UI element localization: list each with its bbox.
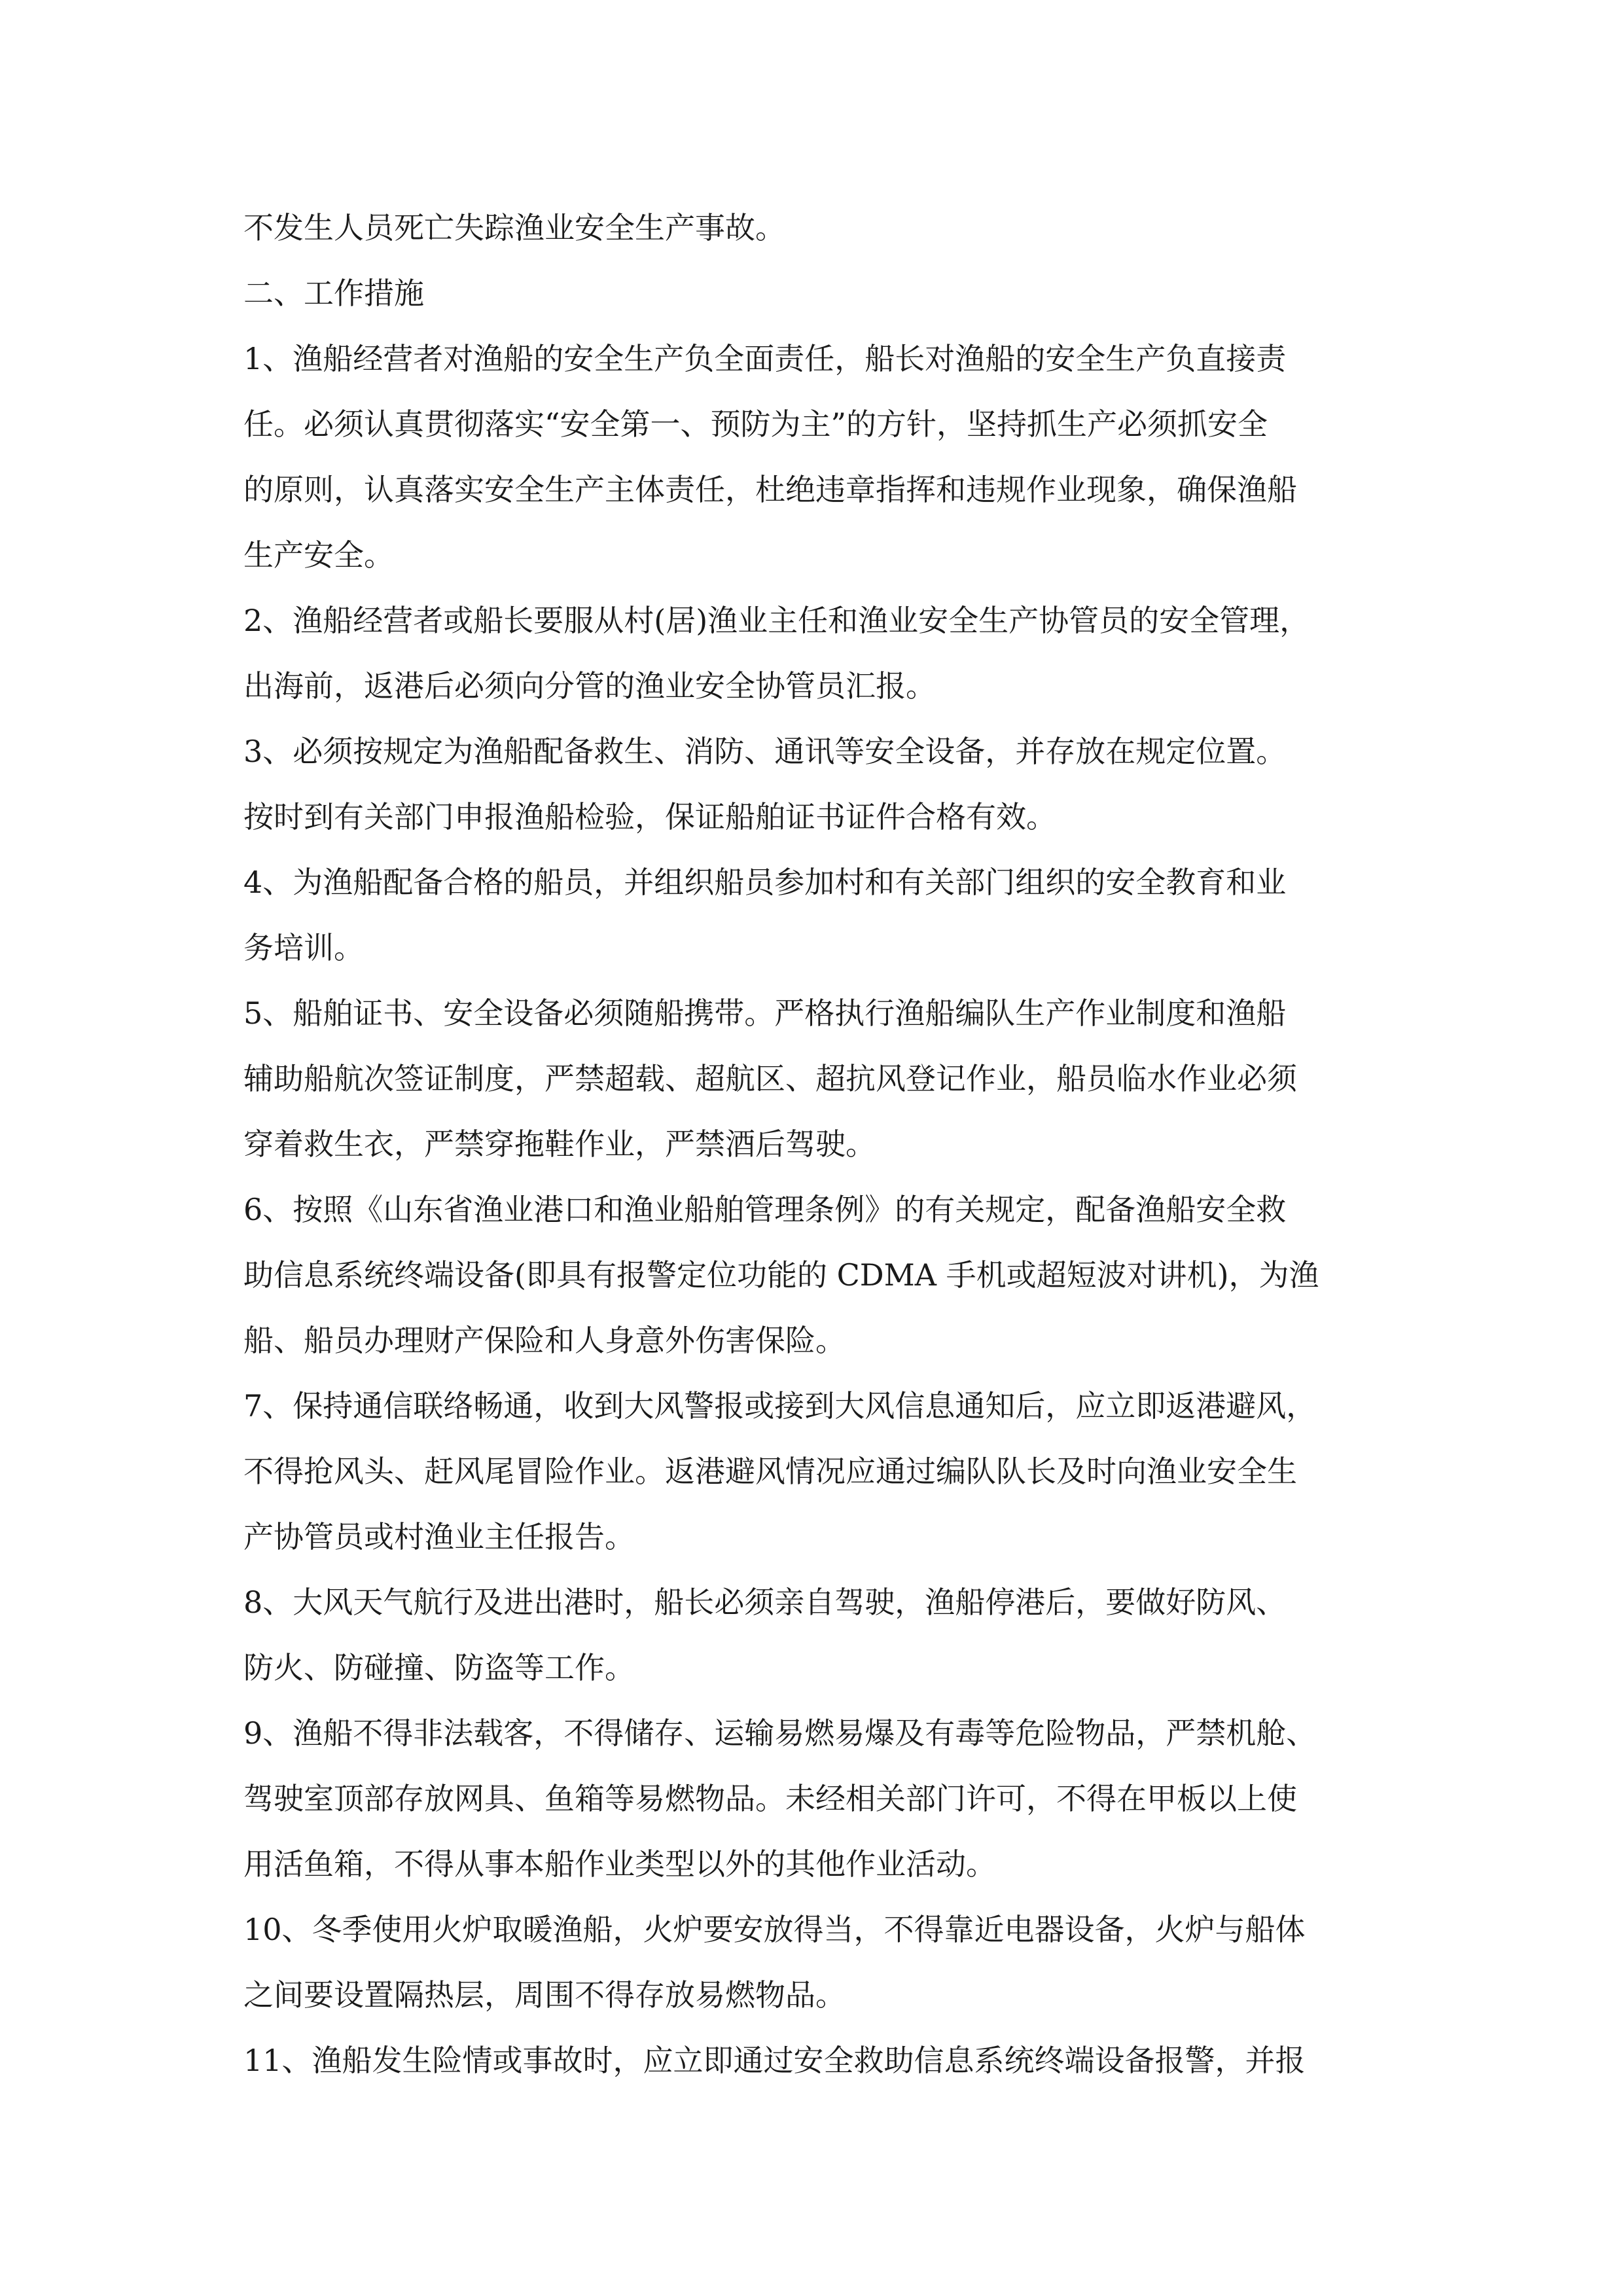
text-line: 任。必须认真贯彻落实“安全第一、预防为主”的方针，坚持抓生产必须抓安全 [243, 406, 1268, 442]
text-line: 辅助船航次签证制度，严禁超载、超航区、超抗风登记作业，船员临水作业必须 [243, 1061, 1297, 1096]
text-line: 8、大风天气航行及进出港时，船长必须亲自驾驶，渔船停港后，要做好防风、 [243, 1585, 1287, 1620]
text-line: 2、渔船经营者或船长要服从村(居)渔业主任和渔业安全生产协管员的安全管理， [243, 603, 1310, 638]
text-line: 助信息系统终端设备(即具有报警定位功能的 CDMA 手机或超短波对讲机)，为渔 [243, 1257, 1319, 1293]
text-line: 不得抢风头、赶风尾冒险作业。返港避风情况应通过编队队长及时向渔业安全生 [243, 1454, 1297, 1489]
section-heading: 二、工作措施 [243, 276, 424, 311]
text-line: 10、冬季使用火炉取暖渔船，火炉要安放得当，不得靠近电器设备，火炉与船体 [243, 1912, 1306, 1947]
text-line: 不发生人员死亡失踪渔业安全生产事故。 [243, 210, 785, 245]
text-line: 驾驶室顶部存放网具、鱼箱等易燃物品。未经相关部门许可，不得在甲板以上使 [243, 1781, 1297, 1816]
text-line: 7、保持通信联络畅通，收到大风警报或接到大风信息通知后，应立即返港避风， [243, 1388, 1317, 1424]
text-line: 用活鱼箱，不得从事本船作业类型以外的其他作业活动。 [243, 1846, 996, 1882]
text-line: 11、渔船发生险情或事故时，应立即通过安全救助信息系统终端设备报警，并报 [243, 2043, 1306, 2078]
text-line: 船、船员办理财产保险和人身意外伤害保险。 [243, 1323, 846, 1358]
text-line: 3、必须按规定为渔船配备救生、消防、通讯等安全设备，并存放在规定位置。 [243, 734, 1287, 769]
text-line: 出海前，返港后必须向分管的渔业安全协管员汇报。 [243, 668, 936, 704]
text-line: 按时到有关部门申报渔船检验，保证船舶证书证件合格有效。 [243, 799, 1056, 834]
text-line: 生产安全。 [243, 537, 394, 573]
text-line: 的原则，认真落实安全生产主体责任，杜绝违章指挥和违规作业现象，确保渔船 [243, 472, 1297, 507]
text-line: 穿着救生衣，严禁穿拖鞋作业，严禁酒后驾驶。 [243, 1126, 876, 1162]
text-line: 之间要设置隔热层，周围不得存放易燃物品。 [243, 1977, 846, 2013]
text-line: 9、渔船不得非法载客，不得储存、运输易燃易爆及有毒等危险物品，严禁机舱、 [243, 1715, 1317, 1751]
text-line: 务培训。 [243, 930, 364, 965]
text-line: 产协管员或村渔业主任报告。 [243, 1519, 635, 1554]
text-line: 5、船舶证书、安全设备必须随船携带。严格执行渔船编队生产作业制度和渔船 [243, 996, 1287, 1031]
text-line: 防火、防碰撞、防盗等工作。 [243, 1650, 635, 1685]
text-line: 4、为渔船配备合格的船员，并组织船员参加村和有关部门组织的安全教育和业 [243, 865, 1287, 900]
text-line: 1、渔船经营者对渔船的安全生产负全面责任，船长对渔船的安全生产负直接责 [243, 341, 1287, 376]
text-line: 6、按照《山东省渔业港口和渔业船舶管理条例》的有关规定，配备渔船安全救 [243, 1192, 1287, 1227]
